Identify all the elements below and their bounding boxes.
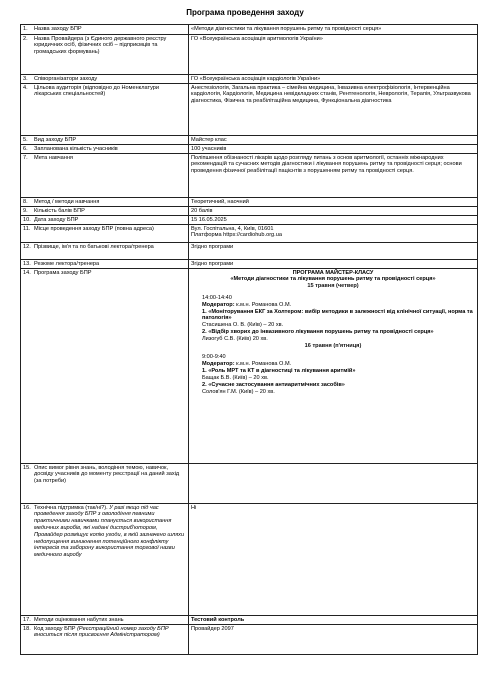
row-label: 17. Методи оцінювання набутих знань	[21, 616, 189, 625]
day2-moderator: Модератор: к.м.н. Романова О.М.	[202, 361, 292, 368]
row-label: 18. Код заходу БПР (Реєстраційний номер заходу БПР вноситься після присвоєння Адміністратором)	[21, 625, 189, 655]
venue-platform: Платформа https://cardiohub.org.ua	[191, 232, 282, 239]
row-label: 5. Вид заходу БПР	[21, 136, 189, 145]
program-subheading: «Методи діагностики та лікування порушень ритму та провідності серця»	[230, 276, 436, 283]
venue-address: Вул. Госпітальна, 4, Київ, 01601	[191, 225, 274, 232]
row-label: 7. Мета навчання	[21, 154, 189, 198]
row-value	[189, 464, 478, 504]
row-label: 10. Дата заходу БПР	[21, 216, 189, 225]
table-row	[21, 243, 478, 260]
row-value: Теоретичний, наочний	[189, 198, 478, 207]
program-heading: ПРОГРАМА МАЙСТЕР-КЛАСУ	[292, 269, 374, 276]
document-title: Програма проведення заходу	[186, 8, 304, 17]
table-row	[21, 207, 478, 216]
row-label: 12. Прізвище, ім'я та по батькові лектора/тренера	[21, 243, 189, 260]
day1-time: 14:00-14:40	[202, 294, 232, 301]
day1-heading: 15 травня (четвер)	[307, 283, 359, 290]
row-value: Анестезіологія, Загальна практика – сімейна медицина, Інвазивна електрофізіологія, Інтервенційна кардіологія, Кардіологія, Медицина невідкладних станів, Рентгенологія, Неврологія, Терапія, Ультразвукова діагностика, Фізична та реабілітаційна медицина, Функціональна діагностика	[189, 84, 478, 136]
day2-talk2: 2. «Сучасне застосування антиаритмічних засобів»	[202, 381, 345, 388]
day2-talk1: 1. «Роль МРТ та КТ в діагностиці та лікування аритмій»	[202, 368, 356, 375]
row-label: 6. Запланована кількість учасників	[21, 145, 189, 154]
table-row	[21, 136, 478, 145]
day2-time: 9:00-9:40	[202, 354, 226, 361]
day1-talk2: 2. «Відбір хворих до інвазивного лікування порушень ритму та провідності серця»	[202, 329, 434, 335]
row-label: 2. Назва Провайдера (з Єдиного державного реєстру юридичних осіб, фізичних осіб – підприємців та громадських формувань)	[21, 35, 189, 75]
row-value: Поліпшення обізнаності лікарів щодо розгляду питань з основ аритмології, останніх міжнародних рекомендацій та сучасних методів діагностики і лікування порушень ритму та провідності серця; основи проведення фізичної реабілітації пацієнтів з порушенням ритму та провідності серця.	[189, 154, 478, 198]
day1-moderator: Модератор: к.м.н. Романова О.М.	[202, 301, 292, 308]
row-value: «Методи діагностики та лікування порушень ритму та провідності серця»	[189, 25, 478, 35]
table-row	[21, 464, 478, 504]
table-row	[21, 75, 478, 84]
row-label: 4. Цільова аудиторія (відповідно до Номенклатури лікарських спеціальностей)	[21, 84, 189, 136]
row-value: Ні	[189, 504, 478, 616]
row-value: Тестовий контроль	[189, 616, 478, 625]
row-label: 13. Резюме лектора/тренера	[21, 260, 189, 269]
table-row	[21, 504, 478, 616]
table-row	[21, 35, 478, 75]
row-value: ГО «Всеукраїнська асоціація кардіологів України»	[189, 75, 478, 84]
row-value: Майстер клас	[189, 136, 478, 145]
day2-talk2-speaker: Солов'ян Г.М. (Київ) – 20 хв.	[202, 388, 275, 395]
program-content	[189, 269, 478, 464]
day2-heading: 16 травня (п'ятниця)	[304, 342, 362, 349]
row-value: Згідно програми	[189, 260, 478, 269]
row-label: 8. Метод / методи навчання	[21, 198, 189, 207]
table-row	[21, 198, 478, 207]
table-row	[21, 25, 478, 35]
row-value: Згідно програми	[189, 243, 478, 260]
row-value: ГО «Всеукраїнська асоціація аритмологів України»	[189, 35, 478, 75]
row-label: 3. Співорганізатори заходу	[21, 75, 189, 84]
table-row	[21, 145, 478, 154]
row-value	[189, 225, 478, 243]
table-row	[21, 216, 478, 225]
row-value: 100 учасників	[189, 145, 478, 154]
row-label: 14. Програма заходу БПР	[21, 269, 189, 464]
row-label: 11. Місце проведення заходу БПР (повна адреса)	[21, 225, 189, 243]
table-row	[21, 260, 478, 269]
program-table	[20, 24, 478, 655]
table-row	[21, 154, 478, 198]
day1-talk2-speaker: Лизогуб С.В. (Київ) 20 хв.	[202, 335, 268, 342]
row-label: 16. Технічна підтримка (так/ні?). У разі якщо під час проведення заходу БПР з оволодіння певними практичними навичками планується використання медичних виробів, які надані дистриб'ютором, Провайдер розміщує копію угоди, в якій зазначено шляхи недопущення виникнення потенційного конфлікту інтересів та заборону використання торгової назви медичного виробу	[21, 504, 189, 616]
table-row-program	[21, 269, 478, 464]
table-row	[21, 225, 478, 243]
day1-talk1-speaker: Стасишена О. В. (Київ) – 20 хв.	[202, 322, 284, 329]
table-row	[21, 616, 478, 625]
row-value: Провайдер 2097	[189, 625, 478, 655]
table-row	[21, 84, 478, 136]
row-label: 1. Назва заходу БПР	[21, 25, 189, 35]
row-label: 9. Кількість балів БПР	[21, 207, 189, 216]
row-value: 15 16.05.2025	[189, 216, 478, 225]
table-row	[21, 625, 478, 655]
row-label: 15. Опис вимог рівня знань, володіння темою, навичок, досвіду учасників до моменту реєстрації на даний захід (за потреби)	[21, 464, 189, 504]
day1-talk1: 1. «Моніторування ЕКГ за Холтером: вибір методики в залежності від клінічної ситуації, норма та патологія»	[202, 308, 473, 322]
day2-talk1-speaker: Бащак Б.В. (Київ) – 20 хв.	[202, 374, 269, 381]
row-value: 20 балів	[189, 207, 478, 216]
